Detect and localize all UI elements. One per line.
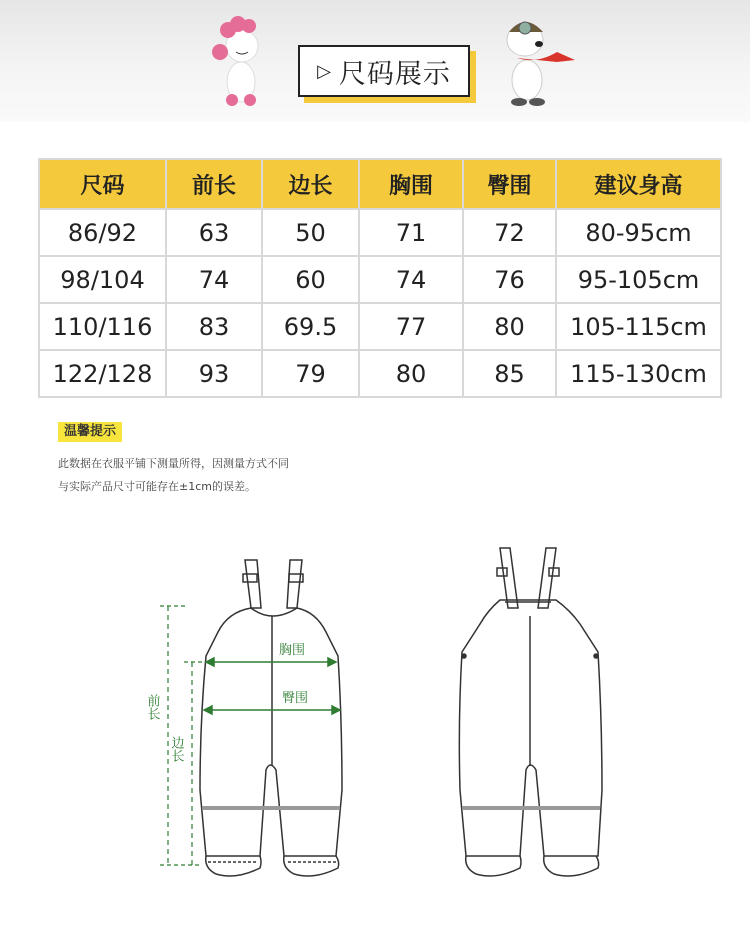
- column-header: 建议身高: [556, 159, 721, 209]
- table-cell: 83: [166, 303, 262, 350]
- table-cell: 80: [463, 303, 556, 350]
- table-row: [39, 303, 721, 350]
- table-cell: 69.5: [262, 303, 359, 350]
- column-header: 前长: [166, 159, 262, 209]
- table-cell: 50: [262, 209, 359, 256]
- table-cell: 79: [262, 350, 359, 397]
- chest-measure-line: [206, 658, 336, 666]
- column-header: 臀围: [463, 159, 556, 209]
- table-row: [39, 350, 721, 397]
- table-cell: 71: [359, 209, 463, 256]
- table-cell: 115-130cm: [556, 350, 721, 397]
- side-length-label: 边长: [168, 736, 184, 762]
- tip-badge: 温馨提示: [58, 422, 122, 442]
- table-cell: 74: [359, 256, 463, 303]
- table-cell: 76: [463, 256, 556, 303]
- size-table: [38, 158, 722, 398]
- garment-diagram: [0, 540, 750, 900]
- chest-label: 胸围: [278, 643, 306, 658]
- front-length-label: 前长: [144, 694, 160, 720]
- table-cell: 86/92: [39, 209, 166, 256]
- pink-poodle-mascot-icon: [206, 12, 276, 107]
- table-cell: 105-115cm: [556, 303, 721, 350]
- tip-line-2: 与实际产品尺寸可能存在±1cm的误差。: [58, 480, 256, 493]
- table-cell: 63: [166, 209, 262, 256]
- table-cell: 60: [262, 256, 359, 303]
- column-header: 尺码: [39, 159, 166, 209]
- table-cell: 80-95cm: [556, 209, 721, 256]
- column-header: 边长: [262, 159, 359, 209]
- table-cell: 77: [359, 303, 463, 350]
- table-cell: 110/116: [39, 303, 166, 350]
- table-cell: 93: [166, 350, 262, 397]
- table-cell: 122/128: [39, 350, 166, 397]
- table-cell: 98/104: [39, 256, 166, 303]
- page-title-box: [298, 45, 470, 97]
- table-row: [39, 256, 721, 303]
- tip-line-1: 此数据在衣服平铺下测量所得，因测量方式不同: [58, 457, 289, 470]
- table-cell: 74: [166, 256, 262, 303]
- table-header-row: [39, 159, 721, 209]
- table-row: [39, 209, 721, 256]
- column-header: 胸围: [359, 159, 463, 209]
- play-triangle-icon: ▷: [317, 60, 331, 82]
- table-cell: 95-105cm: [556, 256, 721, 303]
- front-view-overalls: [200, 560, 342, 876]
- back-view-overalls: [459, 548, 602, 876]
- hip-label: 臀围: [281, 691, 309, 706]
- pilot-beagle-mascot-icon: [495, 8, 580, 108]
- page-title: 尺码展示: [338, 58, 451, 90]
- header-banner: [0, 0, 750, 122]
- table-cell: 72: [463, 209, 556, 256]
- table-cell: 80: [359, 350, 463, 397]
- table-cell: 85: [463, 350, 556, 397]
